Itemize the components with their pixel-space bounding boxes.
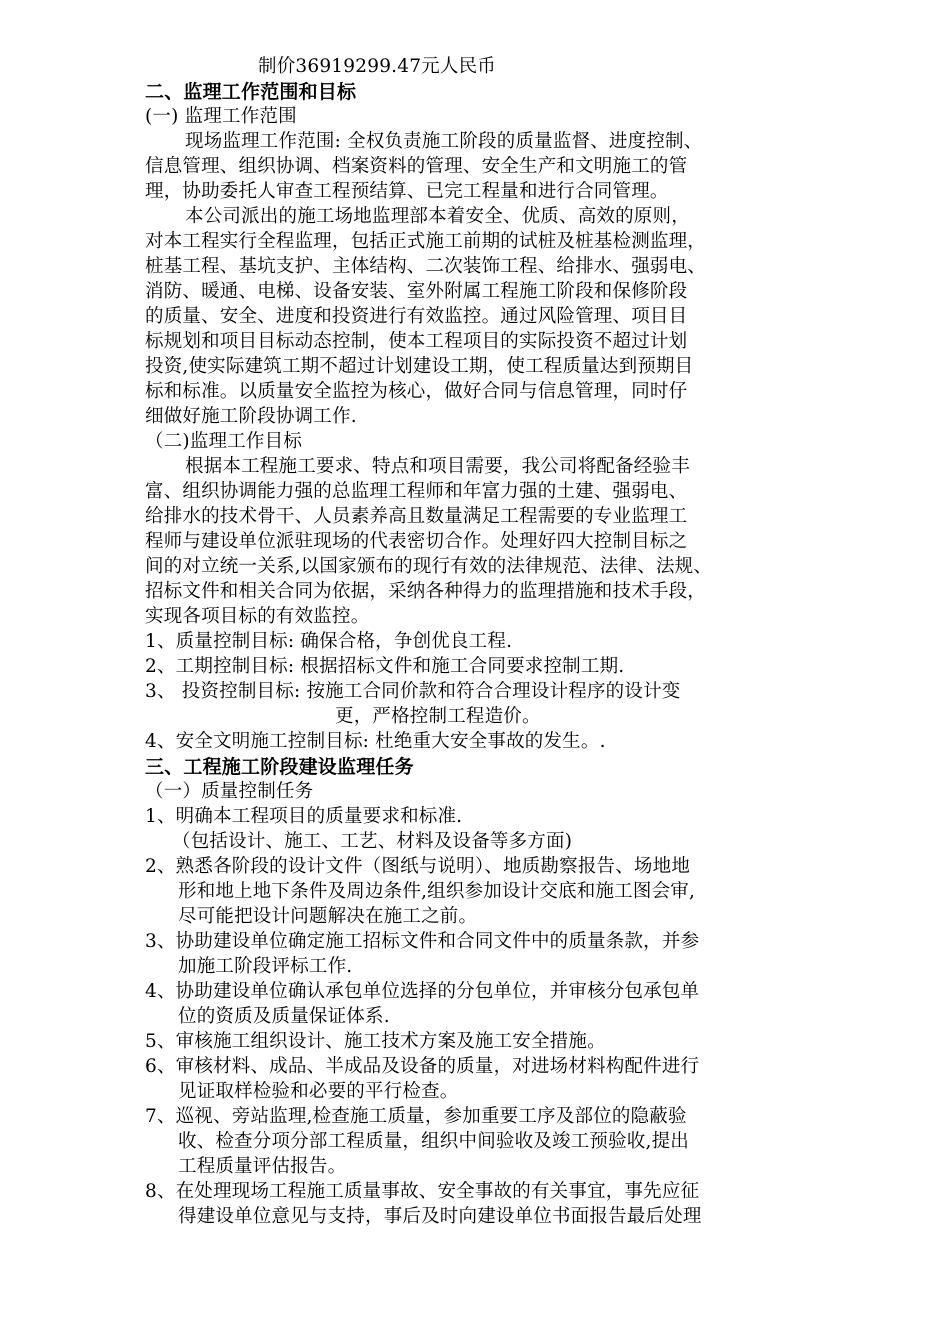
- list-item: 3、协助建设单位确定施工招标文件和合同文件中的质量条款，并参: [145, 931, 700, 952]
- section-heading-3: 三、工程施工阶段建设监理任务: [145, 756, 414, 778]
- list-item: 6、审核材料、成品、半成品及设备的质量，对进场材料构配件进行: [145, 1056, 700, 1077]
- paragraph-line: 给排水的技术骨干、人员素养高且数量满足工程需要的专业监理工: [145, 506, 688, 527]
- list-item-continuation: （包括设计、施工、工艺、材料及设备等多方面): [172, 831, 573, 852]
- paragraph-line: 招标文件和相关合同为依据，采纳各种得力的监理措施和技术手段，: [145, 581, 707, 602]
- subsection-heading: （一）质量控制任务: [145, 781, 314, 802]
- list-item-continuation: 得建设单位意见与支持，事后及时向建设单位书面报告最后处理: [178, 1206, 702, 1227]
- paragraph-line: 间的对立统一关系,以国家颁布的现行有效的法律规范、法律、法规、: [145, 556, 713, 577]
- list-item-continuation: 尽可能把设计问题解决在施工之前。: [178, 906, 478, 927]
- list-item: 8、在处理现场工程施工质量事故、安全事故的有关事宜，事先应征: [145, 1181, 700, 1202]
- paragraph-line: 消防、暖通、电梯、设备安装、室外附属工程施工阶段和保修阶段: [145, 281, 688, 302]
- paragraph-line: 程师与建设单位派驻现场的代表密切合作。处理好四大控制目标之: [145, 531, 688, 552]
- list-item-continuation: 工程质量评估报告。: [178, 1156, 347, 1177]
- paragraph-line: 现场监理工作范围: 全权负责施工阶段的质量监督、进度控制、: [185, 131, 703, 152]
- paragraph-line: 富、组织协调能力强的总监理工程师和年富力强的土建、强弱电、: [145, 481, 688, 502]
- subsection-heading: （二)监理工作目标: [145, 431, 303, 452]
- paragraph-line: 信息管理、组织协调、档案资料的管理、安全生产和文明施工的管: [145, 156, 688, 177]
- list-item: 4、协助建设单位确认承包单位选择的分包单位，并审核分包承包单: [145, 981, 700, 1002]
- list-item: 1、质量控制目标: 确保合格，争创优良工程.: [145, 631, 513, 652]
- paragraph-line: 细做好施工阶段协调工作.: [145, 406, 357, 427]
- paragraph-line: 实现各项目标的有效监控。: [145, 606, 370, 627]
- list-item: 2、熟悉各阶段的设计文件（图纸与说明）、地质勘察报告、场地地: [145, 856, 691, 877]
- list-item-continuation: 形和地上地下条件及周边条件,组织参加设计交底和施工图会审,: [178, 881, 696, 902]
- section-heading-2: 二、监理工作范围和目标: [145, 81, 357, 103]
- list-item-continuation: 加施工阶段评标工作.: [178, 956, 353, 977]
- list-item: 7、巡视、旁站监理,检查施工质量，参加重要工序及部位的隐蔽验: [145, 1106, 687, 1127]
- paragraph-line: 根据本工程施工要求、特点和项目需要，我公司将配备经验丰: [185, 456, 690, 477]
- paragraph-line: 投资,使实际建筑工期不超过计划建设工期，使工程质量达到预期目: [145, 356, 694, 377]
- list-item: 5、审核施工组织设计、施工技术方案及施工安全措施。: [145, 1031, 606, 1052]
- subsection-heading: (一) 监理工作范围: [145, 106, 297, 127]
- price-line: 制价36919299.47元人民币: [258, 56, 496, 77]
- paragraph-line: 的质量、安全、进度和投资进行有效监控。通过风险管理、项目目: [145, 306, 688, 327]
- list-item-continuation: 位的资质及质量保证体系.: [178, 1006, 390, 1027]
- paragraph-line: 本公司派出的施工场地监理部本着安全、优质、高效的原则，: [185, 206, 690, 227]
- list-item: 1、明确本工程项目的质量要求和标准.: [145, 806, 463, 827]
- list-item: 2、工期控制目标: 根据招标文件和施工合同要求控制工期.: [145, 656, 625, 677]
- list-item-continuation: 更，严格控制工程造价。: [335, 706, 541, 727]
- paragraph-line: 理，协助委托人审查工程预结算、已完工程量和进行合同管理。: [145, 181, 669, 202]
- list-item-continuation: 见证取样检验和必要的平行检查。: [178, 1081, 459, 1102]
- list-item: 4、安全文明施工控制目标: 杜绝重大安全事故的发生。.: [145, 731, 606, 752]
- list-item-continuation: 收、检查分项分部工程质量，组织中间验收及竣工预验收,提出: [178, 1131, 689, 1152]
- paragraph-line: 桩基工程、基坑支护、主体结构、二次装饰工程、给排水、强弱电、: [145, 256, 707, 277]
- paragraph-line: 对本工程实行全程监理，包括正式施工前期的试桩及桩基检测监理，: [145, 231, 707, 252]
- list-item: 3、 投资控制目标: 按施工合同价款和符合合理设计程序的设计变: [145, 681, 681, 702]
- paragraph-line: 标和标准。以质量安全监控为核心，做好合同与信息管理，同时仔: [145, 381, 688, 402]
- paragraph-line: 标规划和项目目标动态控制，使本工程项目的实际投资不超过计划: [145, 331, 688, 352]
